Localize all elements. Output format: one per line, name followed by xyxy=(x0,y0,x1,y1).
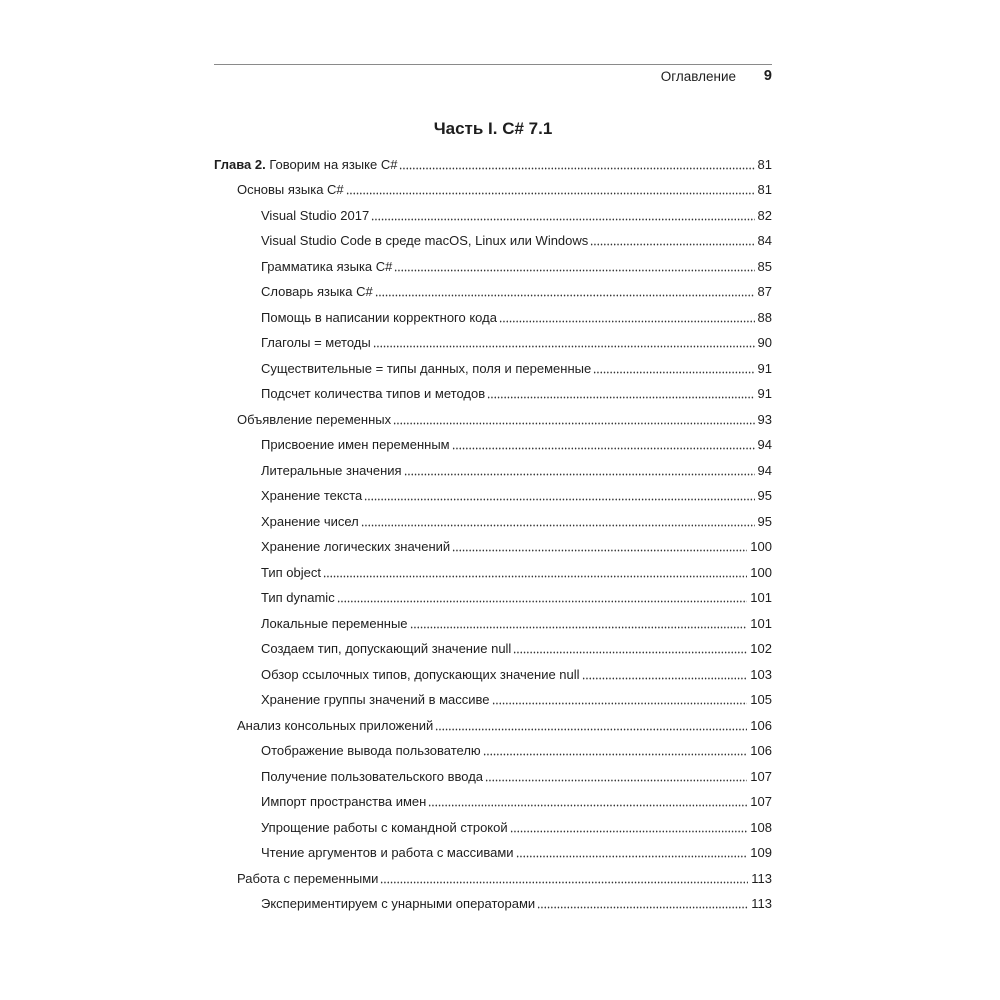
toc-subsection-entry[interactable] xyxy=(214,254,772,280)
toc-page-number: 94 xyxy=(757,462,772,478)
toc-page-number: 102 xyxy=(750,641,772,657)
toc-entry-title xyxy=(237,182,344,198)
toc-entry-title xyxy=(237,871,378,887)
entry-title-text: Хранение чисел xyxy=(261,513,359,529)
toc-page-number: 81 xyxy=(757,156,772,172)
entry-title-text: Глаголы = методы xyxy=(261,335,371,351)
toc-subsection-entry[interactable] xyxy=(214,484,772,510)
toc-page-number: 109 xyxy=(750,845,772,861)
toc-page-number: 88 xyxy=(757,309,772,325)
toc-page-number: 106 xyxy=(750,743,772,759)
toc-section-entry[interactable] xyxy=(214,178,772,204)
entry-title-text: Присвоение имен переменным xyxy=(261,437,450,453)
toc-entry-title xyxy=(261,259,392,275)
dot-leader xyxy=(371,218,754,221)
dot-leader xyxy=(428,804,747,807)
entry-title-text: Хранение группы значений в массиве xyxy=(261,692,490,708)
toc-subsection-entry[interactable] xyxy=(214,790,772,816)
toc-page-number: 113 xyxy=(751,896,772,912)
entry-title-text: Существительные = типы данных, поля и переменные xyxy=(261,360,592,376)
entry-title-text: Хранение логических значений xyxy=(261,539,451,555)
toc-entry-title xyxy=(261,641,511,657)
toc-subsection-entry[interactable] xyxy=(214,203,772,229)
part-title: Часть I. C# 7.1 xyxy=(433,119,553,138)
toc-subsection-entry[interactable] xyxy=(214,229,772,255)
toc-page-number: 82 xyxy=(757,207,772,223)
toc-subsection-entry[interactable] xyxy=(214,535,772,561)
dot-leader xyxy=(510,830,748,833)
entry-title-text: Анализ консольных приложений xyxy=(237,717,434,733)
dot-leader xyxy=(516,855,748,858)
toc-entry-title xyxy=(261,896,535,912)
dot-leader xyxy=(593,371,754,374)
toc-subsection-entry[interactable] xyxy=(214,509,772,535)
entry-title-text: Получение пользовательского ввода xyxy=(261,768,484,784)
toc-subsection-entry[interactable] xyxy=(214,382,772,408)
running-head-title: Оглавление xyxy=(660,69,736,84)
toc-section-entry[interactable] xyxy=(214,713,772,739)
toc-entry-title xyxy=(237,718,433,734)
dot-leader xyxy=(394,269,754,272)
toc-subsection-entry[interactable] xyxy=(214,892,772,918)
toc-chapter-entry[interactable] xyxy=(214,152,772,178)
toc-subsection-entry[interactable] xyxy=(214,739,772,765)
entry-title-text: Основы языка C# xyxy=(237,182,344,198)
toc-subsection-entry[interactable] xyxy=(214,662,772,688)
toc-subsection-entry[interactable] xyxy=(214,586,772,612)
dot-leader xyxy=(452,549,747,552)
toc-entry-title xyxy=(261,463,402,479)
toc-subsection-entry[interactable] xyxy=(214,331,772,357)
toc-entry-title xyxy=(261,845,514,861)
entry-title-text: Отображение вывода пользователю xyxy=(261,743,481,759)
dot-leader xyxy=(380,881,748,884)
entry-title-text: Помощь в написании корректного кода xyxy=(261,309,497,325)
toc-entry-title xyxy=(261,794,426,810)
toc-subsection-entry[interactable] xyxy=(214,688,772,714)
entry-title-text: Словарь языка C# xyxy=(261,284,373,300)
toc-entry-title xyxy=(261,335,371,351)
dot-leader xyxy=(373,345,755,348)
dot-leader xyxy=(323,575,747,578)
toc-subsection-entry[interactable] xyxy=(214,458,772,484)
table-of-contents xyxy=(214,152,772,917)
toc-entry-title xyxy=(261,437,450,453)
dot-leader xyxy=(452,447,755,450)
toc-page-number: 91 xyxy=(757,360,772,376)
toc-entry-title xyxy=(261,539,450,555)
toc-entry-title xyxy=(261,233,588,249)
dot-leader xyxy=(364,498,754,501)
dot-leader xyxy=(487,396,754,399)
dot-leader xyxy=(361,524,755,527)
toc-subsection-entry[interactable] xyxy=(214,560,772,586)
dot-leader xyxy=(346,192,755,195)
toc-entry-title xyxy=(261,667,580,683)
entry-title-text: Говорим на языке C# xyxy=(269,156,398,172)
toc-entry-title xyxy=(261,616,408,632)
entry-title-text: Объявление переменных xyxy=(237,411,392,427)
toc-page-number: 91 xyxy=(757,386,772,402)
entry-title-text: Грамматика языка C# xyxy=(261,258,393,274)
toc-section-entry[interactable] xyxy=(214,407,772,433)
toc-entry-title xyxy=(261,361,591,377)
toc-page-number: 93 xyxy=(757,411,772,427)
dot-leader xyxy=(499,320,755,323)
entry-title-text: Тип dynamic xyxy=(261,590,335,606)
toc-subsection-entry[interactable] xyxy=(214,280,772,306)
toc-page-number: 84 xyxy=(757,233,772,249)
toc-page-number: 90 xyxy=(757,335,772,351)
toc-subsection-entry[interactable] xyxy=(214,637,772,663)
entry-title-text: Литеральные значения xyxy=(261,462,402,478)
entry-title-text: Импорт пространства имен xyxy=(261,794,427,810)
dot-leader xyxy=(404,473,755,476)
toc-entry-title xyxy=(261,692,490,708)
toc-subsection-entry[interactable] xyxy=(214,356,772,382)
entry-title-text: Создаем тип, допускающий значение null xyxy=(261,641,512,657)
dot-leader xyxy=(582,677,748,680)
toc-page-number: 113 xyxy=(751,870,772,886)
toc-entry-title xyxy=(261,488,362,504)
dot-leader xyxy=(590,243,754,246)
toc-entry-title xyxy=(261,565,321,581)
toc-subsection-entry[interactable] xyxy=(214,815,772,841)
dot-leader xyxy=(492,702,748,705)
toc-page-number: 108 xyxy=(750,819,772,835)
entry-title-text: Visual Studio Code в среде macOS, Linux или Windows xyxy=(261,233,589,249)
dot-leader xyxy=(399,167,754,170)
toc-entry-title xyxy=(261,284,373,300)
toc-subsection-entry[interactable] xyxy=(214,764,772,790)
toc-section-entry[interactable] xyxy=(214,866,772,892)
entry-title-text: Хранение текста xyxy=(261,488,363,504)
dot-leader xyxy=(483,753,748,756)
toc-subsection-entry[interactable] xyxy=(214,433,772,459)
toc-page-number: 101 xyxy=(750,615,772,631)
dot-leader xyxy=(337,600,748,603)
running-head xyxy=(214,64,772,86)
entry-title-text: Обзор ссылочных типов, допускающих значение null xyxy=(261,666,580,682)
toc-subsection-entry[interactable] xyxy=(214,305,772,331)
entry-title-text: Тип object xyxy=(261,564,321,580)
entry-title-text: Экспериментируем с унарными операторами xyxy=(261,896,536,912)
toc-page-number: 107 xyxy=(750,794,772,810)
dot-leader xyxy=(410,626,748,629)
entry-title-text: Подсчет количества типов и методов xyxy=(261,386,486,402)
toc-entry-title xyxy=(261,208,369,224)
toc-page-number: 87 xyxy=(757,284,772,300)
toc-page-number: 100 xyxy=(750,539,772,555)
entry-title-text: Чтение аргументов и работа с массивами xyxy=(261,845,514,861)
toc-entry-title xyxy=(261,310,497,326)
toc-entry-title xyxy=(261,386,485,402)
entry-title-text: Работа с переменными xyxy=(237,870,379,886)
toc-page-number: 100 xyxy=(750,564,772,580)
entry-title-text: Локальные переменные xyxy=(261,615,408,631)
dot-leader xyxy=(537,906,748,909)
toc-entry-title xyxy=(261,590,335,606)
toc-entry-title xyxy=(237,412,391,428)
toc-subsection-entry[interactable] xyxy=(214,611,772,637)
toc-entry-title xyxy=(214,157,397,173)
toc-subsection-entry[interactable] xyxy=(214,841,772,867)
toc-entry-title xyxy=(261,743,481,759)
toc-page-number: 101 xyxy=(750,590,772,606)
entry-title-text: Упрощение работы с командной строкой xyxy=(261,819,508,835)
dot-leader xyxy=(375,294,755,297)
entry-title-text: Visual Studio 2017 xyxy=(261,207,370,223)
toc-page-number: 95 xyxy=(757,513,772,529)
toc-page-number: 81 xyxy=(757,182,772,198)
chapter-number: Глава 2. xyxy=(214,156,266,172)
toc-page-number: 85 xyxy=(757,258,772,274)
toc-page-number: 106 xyxy=(750,717,772,733)
toc-entry-title xyxy=(261,820,508,836)
dot-leader xyxy=(513,651,747,654)
dot-leader xyxy=(393,422,754,425)
page-number: 9 xyxy=(763,68,772,84)
toc-entry-title xyxy=(261,769,483,785)
toc-page-number: 103 xyxy=(750,666,772,682)
dot-leader xyxy=(435,728,747,731)
dot-leader xyxy=(485,779,747,782)
toc-page-number: 105 xyxy=(750,692,772,708)
toc-page-number: 107 xyxy=(750,768,772,784)
toc-entry-title xyxy=(261,514,359,530)
toc-page-number: 95 xyxy=(757,488,772,504)
toc-page-number: 94 xyxy=(757,437,772,453)
